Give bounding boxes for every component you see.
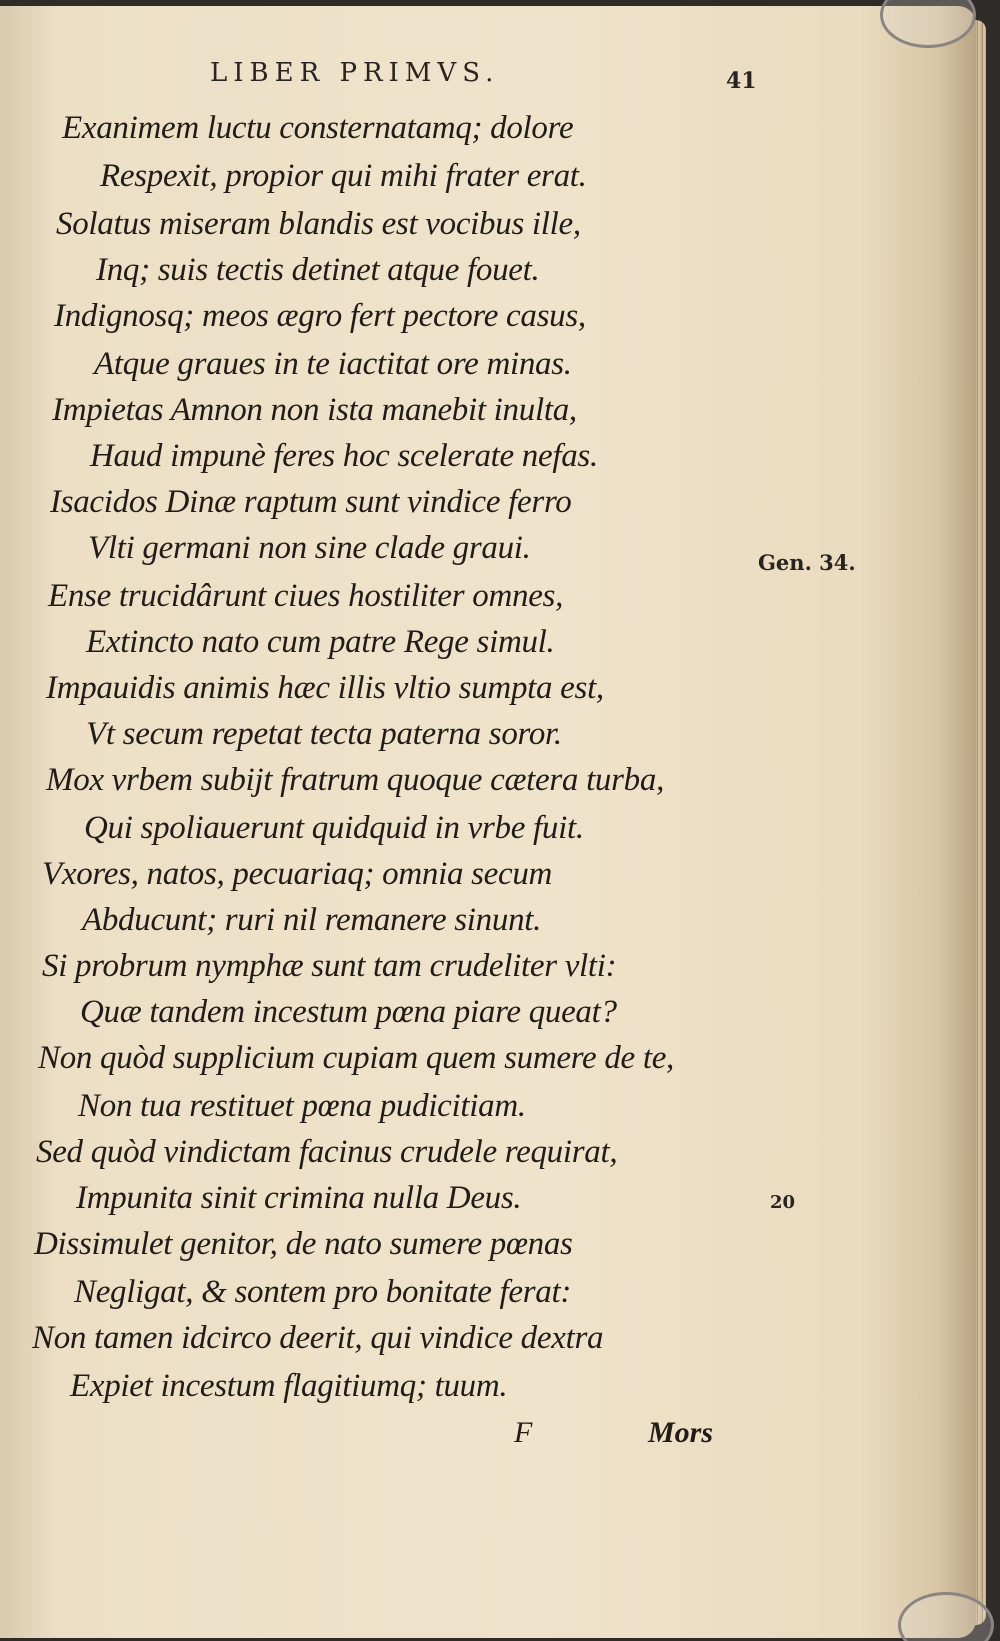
verse-line-6: Atque graues in te iactitat ore minas. [94, 346, 572, 382]
verse-line-24: Impunita sinit crimina nulla Deus. [76, 1180, 522, 1216]
running-head: LIBER PRIMVS. [210, 58, 500, 88]
verse-line-14: Vt secum repetat tecta paterna soror. [86, 716, 562, 752]
verse-line-23: Sed quòd vindictam facinus crudele requirat, [36, 1134, 618, 1170]
verse-line-12: Extincto nato cum patre Rege simul. [86, 624, 555, 660]
verse-line-27: Non tamen idcirco deerit, qui vindice dextra [32, 1320, 604, 1356]
verse-line-5: Indignosq; meos ægro fert pectore casus, [54, 298, 586, 334]
verse-line-16: Qui spoliauerunt quidquid in vrbe fuit. [84, 810, 584, 846]
verse-line-10: Vlti germani non sine clade graui. [88, 530, 531, 566]
verse-line-3: Solatus miseram blandis est vocibus ille, [56, 206, 581, 242]
verse-line-22: Non tua restituet pœna pudicitiam. [78, 1088, 526, 1124]
catchword: Mors [648, 1416, 714, 1449]
verse-line-2: Respexit, propior qui mihi frater erat. [100, 158, 587, 194]
verse-line-11: Ense trucidârunt ciues hostiliter omnes, [48, 578, 564, 614]
book-page [0, 6, 976, 1638]
margin-reference: Gen. 34. [758, 550, 856, 575]
verse-line-26: Negligat, & sontem pro bonitate ferat: [74, 1274, 572, 1310]
verse-line-4: Inq; suis tectis detinet atque fouet. [96, 252, 540, 288]
verse-line-15: Mox vrbem subijt fratrum quoque cætera turba, [46, 762, 665, 798]
verse-line-8: Haud impunè feres hoc scelerate nefas. [90, 438, 598, 474]
folio-number: 41 [726, 68, 757, 94]
verse-line-20: Quæ tandem incestum pœna piare queat? [80, 994, 617, 1030]
verse-line-13: Impauidis animis hæc illis vltio sumpta est, [46, 670, 604, 706]
verse-block [0, 6, 760, 1506]
verse-line-7: Impietas Amnon non ista manebit inulta, [52, 392, 577, 428]
verse-line-25: Dissimulet genitor, de nato sumere pœnas [34, 1226, 573, 1262]
verse-line-18: Abducunt; ruri nil remanere sinunt. [82, 902, 542, 938]
margin-line-number: 20 [770, 1192, 796, 1213]
verse-line-1: Exanimem luctu consternatamq; dolore [62, 110, 574, 146]
verse-line-19: Si probrum nymphæ sunt tam crudeliter vlti: [42, 948, 617, 984]
verse-line-21: Non quòd supplicium cupiam quem sumere de te, [38, 1040, 675, 1076]
signature-mark: F [514, 1416, 533, 1449]
verse-line-17: Vxores, natos, pecuariaq; omnia secum [42, 856, 553, 892]
verse-line-28: Expiet incestum flagitiumq; tuum. [70, 1368, 508, 1404]
verse-line-9: Isacidos Dinæ raptum sunt vindice ferro [50, 484, 572, 520]
